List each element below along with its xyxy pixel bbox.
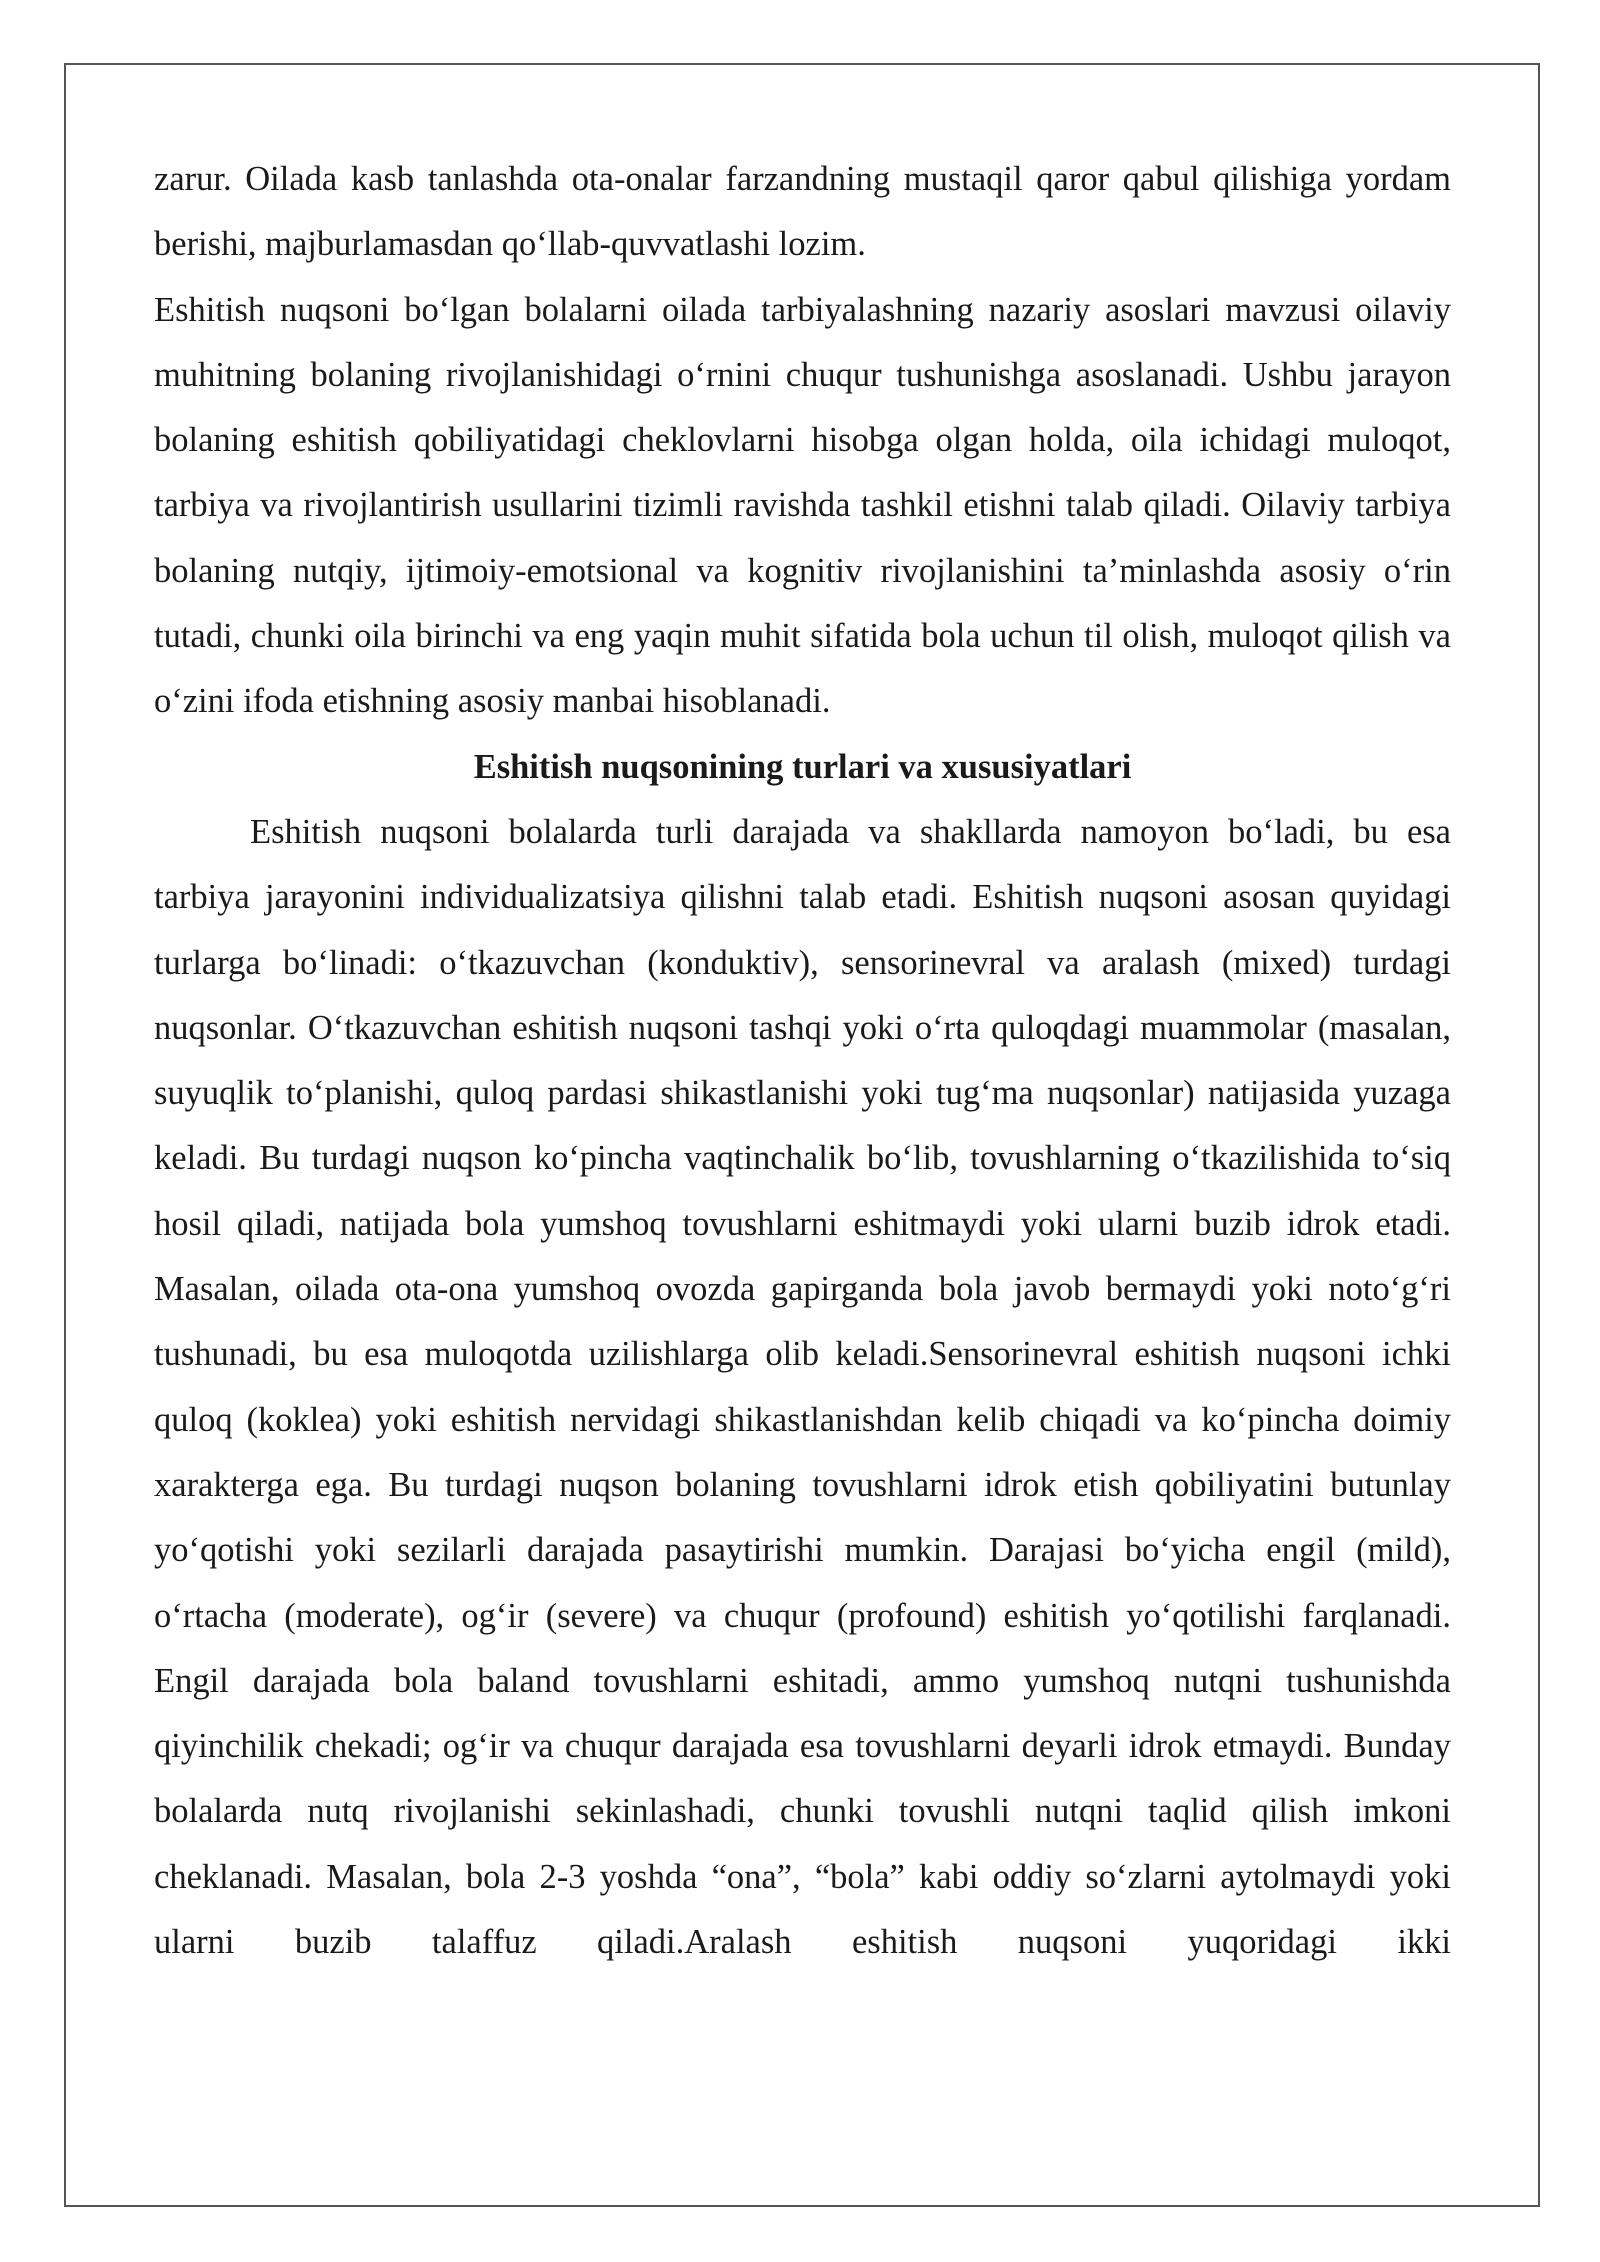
section-heading: Eshitish nuqsonining turlari va xususiyatlari — [473, 747, 1132, 786]
paragraph-2: Eshitish nuqsoni bo‘lgan bolalarni oilada tarbiyalashning nazariy asoslari mavzusi oilaviy muhitning bolaning rivojlanishidagi o‘rnini chuqur tushunishga asoslanadi. Ushbu jarayon bolaning eshitish qobiliyatidagi cheklovlarni hisobga olgan holda, oila ichidagi muloqot, tarbiya va rivojlantirish usullarini tizimli ravishda tashkil etishni talab qiladi. Oilaviy tarbiya bolaning nutqiy, ijtimoiy-emotsional va kognitiv rivojlanishini ta’minlashda asosiy o‘rin tutadi, chunki oila birinchi va eng yaqin muhit sifatida bola uchun til olish, muloqot qilish va o‘zini ifoda etishning asosiy manbai hisoblanadi. — [154, 290, 1451, 721]
paragraph-1: zarur. Oilada kasb tanlashda ota-onalar farzandning mustaqil qaror qabul qilishiga yordam berishi, majburlamasdan qo‘llab-quvvatlashi lozim. — [154, 160, 1451, 264]
document-body — [154, 147, 1451, 1975]
paragraph-3: Eshitish nuqsoni bolalarda turli darajada va shakllarda namoyon bo‘ladi, bu esa tarbiya jarayonini individualizatsiya qilishni talab etadi. Eshitish nuqsoni asosan quyidagi turlarga bo‘linadi: o‘tkazuvchan (konduktiv), sensorinevral va aralash (mixed) turdagi nuqsonlar. O‘tkazuvchan eshitish nuqsoni tashqi yoki o‘rta quloqdagi muammolar (masalan, suyuqlik to‘planishi, quloq pardasi shikastlanishi yoki tug‘ma nuqsonlar) natijasida yuzaga keladi. Bu turdagi nuqson ko‘pincha vaqtinchalik bo‘lib, tovushlarning o‘tkazilishida to‘siq hosil qiladi, natijada bola yumshoq tovushlarni eshitmaydi yoki ularni buzib idrok etadi. Masalan, oilada ota-ona yumshoq ovozda gapirganda bola javob bermaydi yoki noto‘g‘ri tushunadi, bu esa muloqotda uzilishlarga olib keladi.Sensorinevral eshitish nuqsoni ichki quloq (koklea) yoki eshitish nervidagi shikastlanishdan kelib chiqadi va ko‘pincha doimiy xarakterga ega. Bu turdagi nuqson bolaning tovushlarni idrok etish qobiliyatini butunlay yo‘qotishi yoki sezilarli darajada pasaytirishi mumkin. Darajasi bo‘yicha engil (mild), o‘rtacha (moderate), og‘ir (severe) va chuqur (profound) eshitish yo‘qotilishi farqlanadi. Engil darajada bola baland tovushlarni eshitadi, ammo yumshoq nutqni tushunishda qiyinchilik chekadi; og‘ir va chuqur darajada esa tovushlarni deyarli idrok etmaydi. Bunday bolalarda nutq rivojlanishi sekinlashadi, chunki tovushli nutqni taqlid qilish imkoni cheklanadi. Masalan, bola 2-3 yoshda “ona”, “bola” kabi oddiy so‘zlarni aytolmaydi yoki ularni buzib talaffuz qiladi.Aralash eshitish nuqsoni yuqoridagi ikki — [154, 812, 1451, 1962]
